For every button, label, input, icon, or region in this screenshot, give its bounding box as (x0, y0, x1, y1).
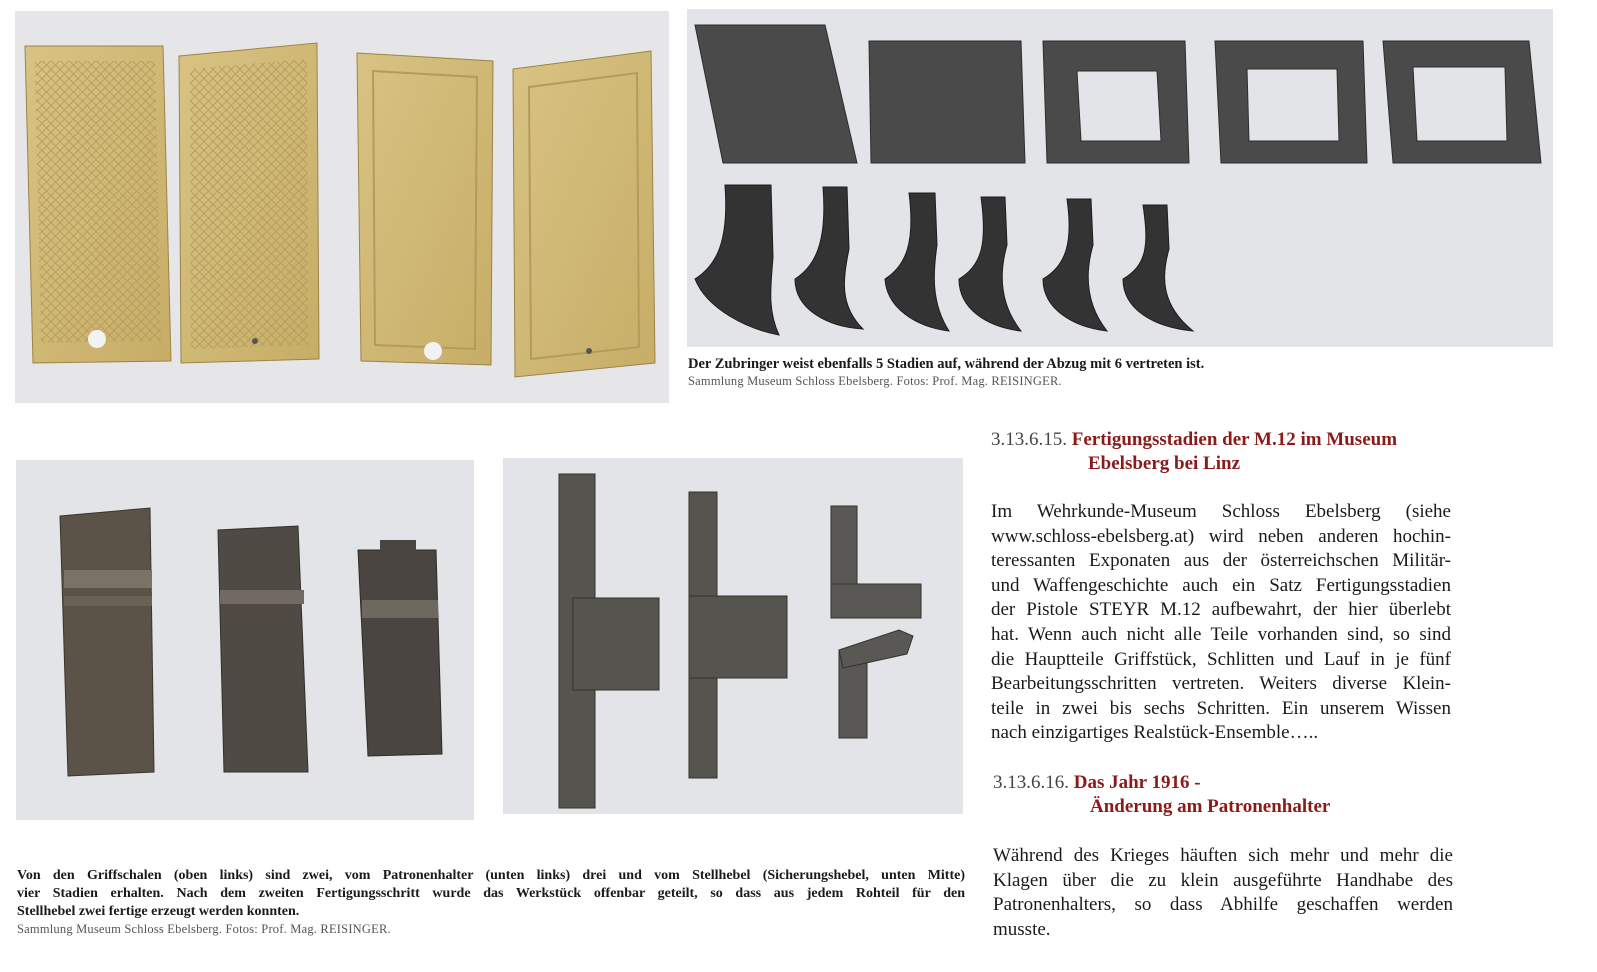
paragraph-line: Patronenhalters, so dass Abhilfe geschaffen werden (993, 894, 1453, 916)
caption-line: Von den Griffschalen (oben links) sind zwei, vom Patronenhalter (unten links) drei und vom Stellhebel (Sicherungshebel, unten Mitte) (17, 868, 965, 883)
paragraph-line: www.schloss-ebelsberg.at) wird neben anderen hochin- (991, 525, 1451, 547)
follower-stage-2 (869, 41, 1025, 163)
photo-magazine-catch (16, 460, 474, 820)
caption-text: Der Zubringer weist ebenfalls 5 Stadien auf, während der Abzug mit 6 vertreten ist. (688, 356, 1205, 372)
caption-line: vier Stadien erhalten. Nach dem zweiten Fertigungsschritt wurde das Werkstück offenbar geteilt, so dass aus jedem Rohteil für den (17, 886, 965, 901)
section-1-paragraph (991, 500, 1451, 746)
paragraph-line: Bearbeitungsschritten vertreten. Weiters diverse Klein- (991, 673, 1451, 695)
paragraph-line: der Pistole STEYR M.12 aufbewahrt, der hier überlebt (991, 599, 1451, 621)
paragraph-line: Während des Krieges häuften sich mehr und mehr die (993, 845, 1453, 866)
paragraph-line: teressanten Exponaten aus der österreichschen Militär- (991, 550, 1451, 572)
grip-panels-illustration (15, 11, 669, 403)
section-2-number: 3.13.6.16. (993, 772, 1069, 793)
section-2-heading (993, 771, 1553, 819)
section-1-title-line1: Fertigungsstadien der M.12 im Museum (1071, 429, 1398, 450)
section-2-title-line1: Das Jahr 1916 - (1073, 772, 1201, 793)
caption-credit: Sammlung Museum Schloss Ebelsberg. Fotos: Prof. Mag. REISINGER. (17, 922, 391, 936)
magazine-catch-illustration (16, 460, 474, 820)
safety-lever-illustration (503, 458, 963, 814)
paragraph-line: teile in zwei bis sechs Schritten. Ein unserem Wissen (991, 697, 1451, 719)
section-1-number: 3.13.6.15. (991, 429, 1067, 450)
section-2-paragraph (993, 844, 1453, 942)
paragraph-line: Im Wehrkunde-Museum Schloss Ebelsberg (siehe (991, 501, 1451, 522)
section-1-title-line2: Ebelsberg bei Linz (1088, 453, 1241, 474)
grip-panel-1 (25, 46, 171, 363)
catch-stage-2 (218, 526, 308, 772)
grip-panel-2 (179, 43, 319, 363)
grip-panel-4 (513, 51, 655, 377)
catch-stage-1 (60, 508, 154, 776)
paragraph-line: und Waffengeschichte auch ein Satz Fertigungsstadien (991, 574, 1451, 596)
section-1-heading (991, 428, 1571, 476)
photo-follower-trigger (687, 9, 1553, 347)
paragraph-line: hat. Wenn auch nicht alle Teile vorhanden sind, so sind (991, 623, 1451, 645)
caption-line: Stellhebel zwei fertige erzeugt werden konnten. (17, 904, 300, 919)
paragraph-line: Klagen über die zu klein ausgeführte Handhabe des (993, 869, 1453, 891)
caption-credit: Sammlung Museum Schloss Ebelsberg. Fotos: Prof. Mag. REISINGER. (688, 374, 1062, 388)
grip-panel-3 (357, 53, 493, 365)
bottom-caption (17, 867, 965, 937)
paragraph-line: nach einzigartiges Realstück-Ensemble….. (991, 722, 1319, 744)
paragraph-line: die Hauptteile Griffstück, Schlitten und Lauf in je fünf (991, 648, 1451, 670)
catch-stage-3 (358, 540, 442, 756)
follower-trigger-illustration (687, 9, 1553, 347)
photo-safety-lever (503, 458, 963, 814)
section-2-title-line2: Änderung am Patronenhalter (1090, 796, 1331, 817)
paragraph-line: musste. (993, 918, 1051, 940)
photo-grip-panels (15, 11, 669, 403)
photo-top-right-caption (688, 355, 1588, 389)
